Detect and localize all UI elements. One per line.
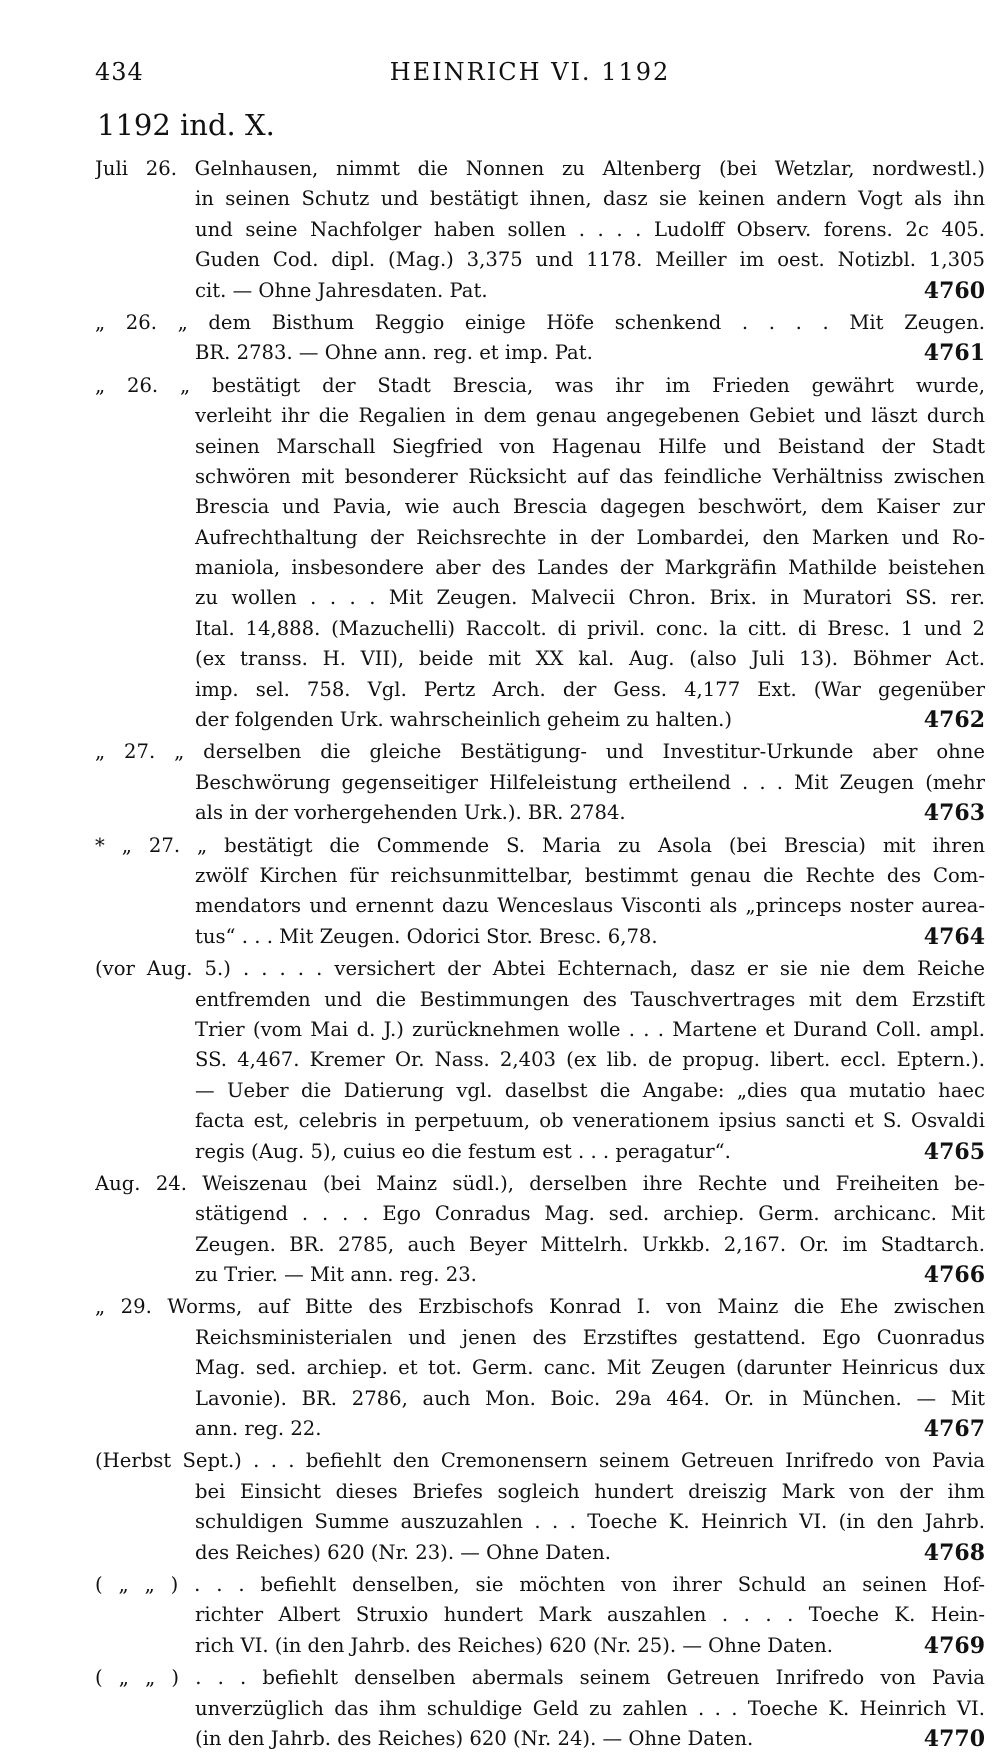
entry-line: rich VI. (in den Jahrb. des Reiches) 620 (Nr. 25). — Ohne Daten. [195, 1633, 833, 1657]
register-entry [95, 308, 985, 369]
regest-number: 4762 [918, 705, 985, 735]
regest-number: 4763 [918, 798, 985, 828]
entry-line: ( „ „ ) . . . befiehlt denselben abermals seinem Getreuen Inrifredo von Pavia [95, 1666, 985, 1690]
entry-line: „ 26. „ dem Bisthum Reggio einige Höfe schenkend . . . . Mit Zeugen. [95, 310, 985, 334]
entry-line: (in den Jahrb. des Reiches) 620 (Nr. 24). — Ohne Daten. [195, 1726, 754, 1750]
entry-line: „ 27. „ derselben die gleiche Bestätigung- und Investitur-Urkunde aber ohne [95, 740, 985, 764]
entry-line: Zeugen. BR. 2785, auch Beyer Mittelrh. Urkkb. 2,167. Or. im Stadtarch. [195, 1232, 985, 1256]
entry-line: Brescia und Pavia, wie auch Brescia dagegen beschwört, dem Kaiser zur [195, 495, 985, 519]
register-entry [95, 1570, 985, 1661]
entry-line: Mag. sed. archiep. et tot. Germ. canc. Mit Zeugen (darunter Heinricus dux [195, 1356, 985, 1380]
entry-line: schuldigen Summe auszuzahlen . . . Toeche K. Heinrich VI. (in den Jahrb. [195, 1510, 985, 1534]
page-number: 434 [95, 58, 144, 86]
regest-number: 4761 [918, 338, 985, 368]
entry-line: Juli 26. Gelnhausen, nimmt die Nonnen zu Altenberg (bei Wetzlar, nordwestl.) [95, 157, 985, 180]
entry-line: Aufrechthaltung der Reichsrechte in der Lombardei, den Marken und Ro- [195, 525, 985, 549]
entry-line: imp. sel. 758. Vgl. Pertz Arch. der Gess. 4,177 Ext. (War gegenüber [195, 677, 985, 701]
entry-line: — Ueber die Datierung vgl. daselbst die Angabe: „dies qua mutatio haec [195, 1078, 985, 1102]
register-entry [95, 954, 985, 1167]
entry-line: Aug. 24. Weiszenau (bei Mainz südl.), derselben ihre Rechte und Freiheiten be- [95, 1171, 985, 1195]
entry-line: stätigend . . . . Ego Conradus Mag. sed. archiep. Germ. archicanc. Mit [195, 1202, 985, 1226]
regest-number: 4760 [918, 276, 985, 306]
entry-line: Lavonie). BR. 2786, auch Mon. Boic. 29a 464. Or. in München. — Mit [195, 1386, 985, 1410]
register-entry [95, 154, 985, 306]
register-entry [95, 831, 985, 953]
running-title: HEINRICH VI. 1192 [389, 58, 671, 86]
entry-line: Reichsministerialen und jenen des Erzstiftes gestattend. Ego Cuonradus [195, 1325, 985, 1349]
entry-line: und seine Nachfolger haben sollen . . . . Ludolff Observ. forens. 2c 405. [195, 217, 985, 241]
entry-line: zu Trier. — Mit ann. reg. 23. [195, 1263, 477, 1287]
entry-line: „ 29. Worms, auf Bitte des Erzbischofs Konrad I. von Mainz die Ehe zwischen [95, 1295, 985, 1319]
entry-line: schwören mit besonderer Rücksicht auf das feindliche Verhältniss zwischen [195, 464, 985, 488]
entry-line: mendators und ernennt dazu Wenceslaus Visconti als „princeps noster aurea- [195, 894, 985, 918]
register-entry [95, 1292, 985, 1444]
regest-number: 4766 [918, 1260, 985, 1290]
regest-number: 4764 [918, 922, 985, 952]
entry-line: verleiht ihr die Regalien in dem genau angegebenen Gebiet und läszt durch [195, 404, 985, 428]
entry-line: tus“ . . . Mit Zeugen. Odorici Stor. Bresc. 6,78. [195, 924, 658, 948]
entry-line: BR. 2783. — Ohne ann. reg. et imp. Pat. [195, 341, 593, 365]
entry-line: zu wollen . . . . Mit Zeugen. Malvecii Chron. Brix. in Muratori SS. rer. [195, 586, 985, 610]
entry-line: cit. — Ohne Jahresdaten. Pat. [195, 278, 488, 302]
running-head [95, 58, 965, 90]
register-entry [95, 1446, 985, 1568]
register-entry [95, 1169, 985, 1291]
entry-line: Trier (vom Mai d. J.) zurücknehmen wolle . . . Martene et Durand Coll. ampl. [195, 1017, 985, 1041]
entry-line: maniola, insbesondere aber des Landes der Markgräfin Mathilde beistehen [195, 556, 985, 580]
entry-line: SS. 4,467. Kremer Or. Nass. 2,403 (ex lib. de propug. libert. eccl. Eptern.). [195, 1048, 985, 1072]
entry-line: facta est, celebris in perpetuum, ob venerationem ipsius sancti et S. Osvaldi [195, 1109, 985, 1133]
entry-line: ( „ „ ) . . . befiehlt denselben, sie möchten von ihrer Schuld an seinen Hof- [95, 1572, 985, 1596]
regest-number: 4769 [918, 1631, 985, 1661]
entry-line: seinen Marschall Siegfried von Hagenau Hilfe und Beistand der Stadt [195, 434, 985, 458]
entry-line: der folgenden Urk. wahrscheinlich geheim zu halten.) [195, 708, 733, 732]
entry-line: ann. reg. 22. [195, 1417, 322, 1441]
register-entry [95, 371, 985, 736]
entry-line: Ital. 14,888. (Mazuchelli) Raccolt. di privil. conc. la citt. di Bresc. 1 und 2 [195, 616, 985, 640]
entry-line: richter Albert Struxio hundert Mark auszahlen . . . . Toeche K. Hein- [195, 1603, 985, 1627]
entry-line: (vor Aug. 5.) . . . . . versichert der Abtei Echternach, dasz er sie nie dem Reiche [95, 957, 985, 981]
section-title: 1192 ind. X. [97, 108, 275, 142]
register-entry [95, 1663, 985, 1754]
entry-line: * „ 27. „ bestätigt die Commende S. Maria zu Asola (bei Brescia) mit ihren [95, 833, 985, 857]
entry-line: Beschwörung gegenseitiger Hilfeleistung ertheilend . . . Mit Zeugen (mehr [195, 770, 985, 794]
entry-line: Guden Cod. dipl. (Mag.) 3,375 und 1178. Meiller im oest. Notizbl. 1,305 [195, 248, 985, 272]
entry-line: als in der vorhergehenden Urk.). BR. 2784. [195, 801, 626, 825]
entry-line: zwölf Kirchen für reichsunmittelbar, bestimmt genau die Rechte des Com- [195, 863, 985, 887]
entry-line: unverzüglich das ihm schuldige Geld zu zahlen . . . Toeche K. Heinrich VI. [195, 1696, 985, 1720]
entry-line: (ex transs. H. VII), beide mit XX kal. Aug. (also Juli 13). Böhmer Act. [195, 647, 985, 671]
regest-number: 4765 [918, 1137, 985, 1167]
entry-line: (Herbst Sept.) . . . befiehlt den Cremonensern seinem Getreuen Inrifredo von Pavia [95, 1449, 985, 1473]
entry-line: in seinen Schutz und bestätigt ihnen, dasz sie keinen andern Vogt als ihn [195, 187, 985, 211]
regest-number: 4768 [918, 1538, 985, 1568]
entries-list [95, 154, 985, 1756]
entry-line: regis (Aug. 5), cuius eo die festum est . . . peragatur“. [195, 1139, 731, 1163]
regest-number: 4767 [918, 1414, 985, 1444]
entry-line: des Reiches) 620 (Nr. 23). — Ohne Daten. [195, 1540, 611, 1564]
regest-number: 4770 [918, 1724, 985, 1754]
entry-line: entfremden und die Bestimmungen des Tauschvertrages mit dem Erzstift [195, 987, 985, 1011]
entry-line: „ 26. „ bestätigt der Stadt Brescia, was ihr im Frieden gewährt wurde, [95, 373, 985, 397]
entry-line: bei Einsicht dieses Briefes sogleich hundert dreiszig Mark von der ihm [195, 1479, 985, 1503]
register-entry [95, 737, 985, 828]
